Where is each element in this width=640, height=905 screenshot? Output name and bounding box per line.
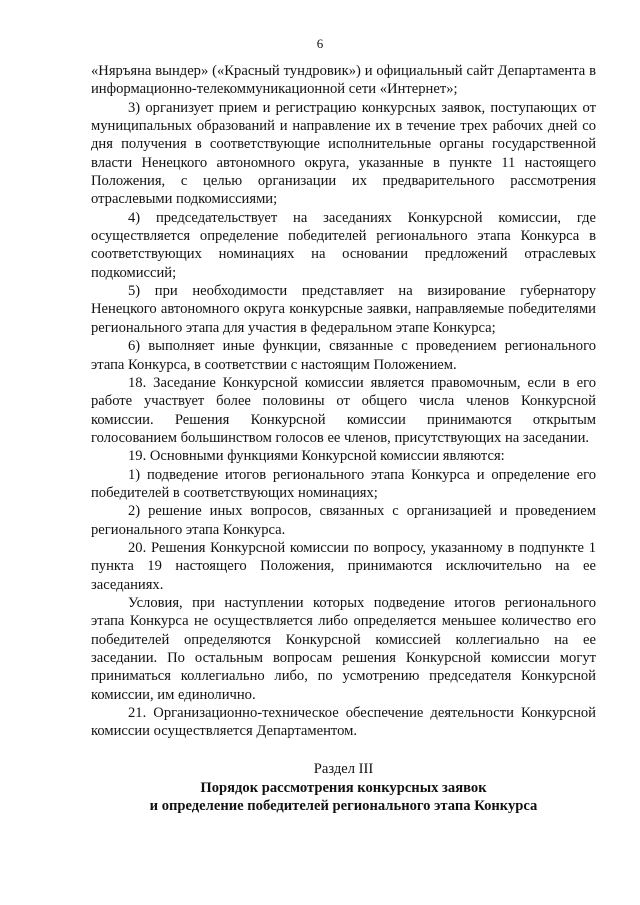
paragraph: 3) организует прием и регистрацию конкурсных заявок, поступающих от муниципальных образований и направление их в течение трех рабочих дней со дня получения в соответствующие исполнительные органы государственной власти Ненецкого автономного округа, указанные в пункте 11 настоящего Положения, с целью организации их предварительного рассмотрения отраслевыми подкомиссиями; — [91, 99, 596, 208]
paragraph: 5) при необходимости представляет на визирование губернатору Ненецкого автономного округа конкурсные заявки, направляемые победителями регионального этапа для участия в федеральном этапе Конкурса; — [91, 283, 596, 336]
paragraph: 4) председательствует на заседаниях Конкурсной комиссии, где осуществляется определение победителей регионального этапа Конкурса в соответствующих номинациях на основании предложений отраслевых подкомиссий; — [91, 209, 596, 281]
paragraph: «Няръяна вындер» («Красный тундровик») и официальный сайт Департамента в информационно-телекоммуникационной сети «Интернет»; — [91, 63, 596, 98]
paragraph: 2) решение иных вопросов, связанных с организацией и проведением регионального этапа Конкурса. — [91, 503, 596, 538]
section-heading-line-1: Порядок рассмотрения конкурсных заявок — [200, 779, 487, 796]
paragraph: 1) подведение итогов регионального этапа Конкурса и определение его победителей в соответствующих номинациях; — [91, 466, 596, 501]
paragraph: 6) выполняет иные функции, связанные с проведением регионального этапа Конкурса, в соответствии с настоящим Положением. — [91, 338, 596, 373]
document-body — [91, 62, 596, 741]
section-header — [91, 760, 596, 816]
page-number: 6 — [316, 36, 324, 51]
paragraph: Условия, при наступлении которых подведение итогов регионального этапа Конкурса не осуществляется либо определяется меньшее количество его победителей определяются Конкурсной комиссией коллегиально на ее заседании. По остальным вопросам решения Конкурсной комиссии могут приниматься коллегиально либо, по усмотрению председателя Конкурсной комиссии, им единолично. — [91, 594, 596, 703]
section-heading-line-2: и определение победителей регионального этапа Конкурса — [149, 798, 538, 814]
section-label: Раздел III — [313, 761, 374, 777]
paragraph: 18. Заседание Конкурсной комиссии является правомочным, если в его работе участвует более половины от общего числа членов Конкурсной комиссии. Решения Конкурсной комиссии принимаются открытым голосованием большинством голосов ее членов, присутствующих на заседании. — [91, 374, 596, 446]
paragraph: 19. Основными функциями Конкурсной комиссии являются: — [128, 448, 505, 465]
paragraph: 21. Организационно-техническое обеспечение деятельности Конкурсной комиссии осуществляется Департаментом. — [91, 705, 596, 740]
paragraph: 20. Решения Конкурсной комиссии по вопросу, указанному в подпункте 1 пункта 19 настоящего Положения, принимаются исключительно на ее заседаниях. — [91, 539, 596, 593]
